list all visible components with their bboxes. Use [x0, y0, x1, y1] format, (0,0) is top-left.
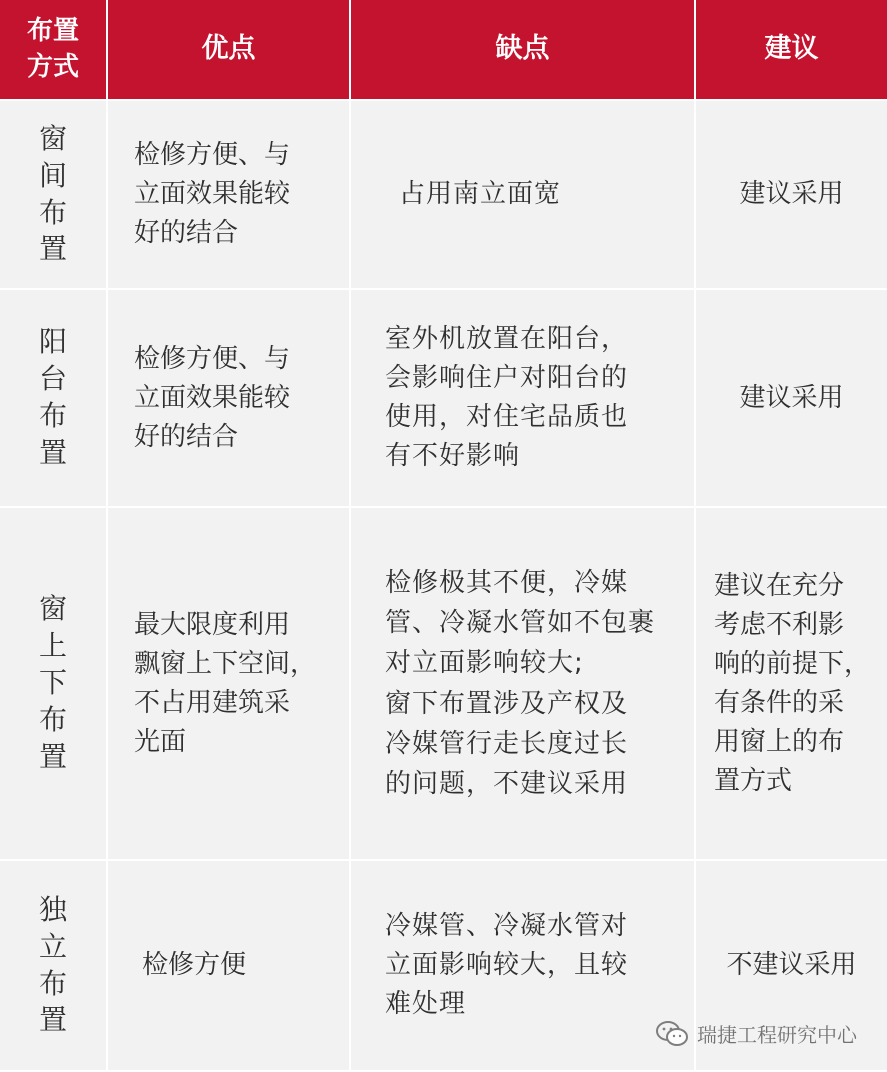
- row-3-cons: 检修极其不便，冷媒 管、冷凝水管如不包裹 对立面影响较大; 窗下布置涉及产权及 冷媒管行走长度过长 的问题，不建议采用: [351, 508, 696, 861]
- header-suggestion: 建议: [696, 0, 887, 101]
- row-1-pros: 检修方便、与 立面效果能较 好的结合: [108, 101, 351, 290]
- row-1-layout: [0, 101, 108, 290]
- row-1-cons: 占用南立面宽: [351, 101, 696, 290]
- row-4-layout: [0, 861, 108, 1072]
- row-2-pros: 检修方便、与 立面效果能较 好的结合: [108, 290, 351, 508]
- layout-char: 立: [38, 929, 67, 963]
- layout-char: 窗: [38, 592, 67, 626]
- watermark-text: 瑞捷工程研究中心: [697, 1023, 857, 1047]
- layout-char: 置: [38, 739, 67, 773]
- layout-char: 置: [38, 1003, 67, 1037]
- watermark: [655, 1019, 857, 1048]
- layout-char: 上: [38, 629, 67, 663]
- row-3-pros: 最大限度利用 飘窗上下空间， 不占用建筑采 光面: [108, 508, 351, 861]
- row-4-pros: 检修方便: [108, 861, 351, 1072]
- wechat-icon: [655, 1020, 689, 1048]
- layout-char: 阳: [38, 325, 67, 359]
- header-layout-method: 布置 方式: [0, 0, 108, 101]
- layout-char: 窗: [38, 121, 67, 155]
- header-advantages: 优点: [108, 0, 351, 101]
- layout-char: 布: [38, 399, 67, 432]
- row-4-suggestion: 不建议采用: [696, 861, 887, 1072]
- layout-char: 间: [38, 158, 67, 192]
- row-1-suggestion: 建议采用: [696, 101, 887, 290]
- row-2-layout: [0, 290, 108, 508]
- layout-char: 置: [38, 435, 67, 469]
- header-disadvantages: 缺点: [351, 0, 696, 101]
- layout-char: 布: [38, 702, 67, 736]
- row-3-layout: [0, 508, 108, 861]
- row-4-cons: 冷媒管、冷凝水管对 立面影响较大，且较 难处理: [351, 861, 696, 1072]
- row-2-suggestion: 建议采用: [696, 290, 887, 508]
- layout-char: 布: [38, 966, 67, 1000]
- layout-char: 独: [38, 892, 67, 926]
- row-3-suggestion: 建议在充分 考虑不利影 响的前提下， 有条件的采 用窗上的布 置方式: [696, 508, 887, 861]
- row-2-cons: 室外机放置在阳台， 会影响住户对阳台的 使用，对住宅品质也 有不好影响: [351, 290, 696, 508]
- layout-char: 下: [38, 666, 67, 700]
- layout-char: 台: [38, 362, 67, 396]
- layout-char: 布: [38, 195, 67, 229]
- layout-char: 置: [38, 232, 67, 266]
